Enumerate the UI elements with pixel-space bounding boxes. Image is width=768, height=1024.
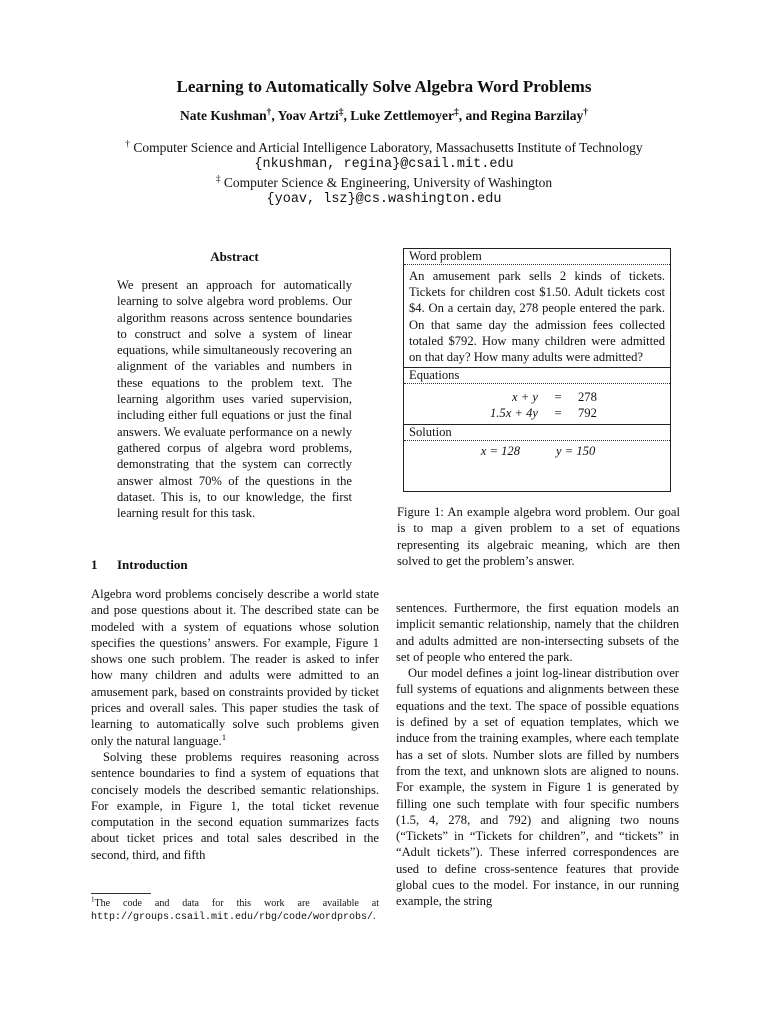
word-problem-label: Word problem — [404, 249, 670, 265]
affiliation-mark: ‡ — [338, 107, 344, 118]
body-paragraph — [91, 586, 379, 749]
equation-row — [404, 389, 670, 405]
affiliation-mit — [0, 140, 768, 156]
author-name: Nate Kushman — [179, 108, 267, 123]
left-column-body — [91, 586, 379, 863]
author-list: Nate Kushman†, Yoav Artzi‡, Luke Zettlemoyer‡, and Regina Barzilay† — [179, 107, 589, 123]
equations-label: Equations — [404, 367, 670, 384]
equations-table — [404, 389, 670, 421]
solution-x: x = 128 — [480, 444, 520, 459]
affiliation-mark: ‡ — [454, 107, 459, 118]
author-name: Yoav Artzi — [277, 108, 339, 123]
equation-row — [404, 405, 670, 421]
author-conjunction: and — [465, 108, 488, 123]
body-paragraph — [396, 665, 679, 909]
affiliation-text: Computer Science & Engineering, University of Washington — [223, 175, 553, 190]
equation-operator: = — [554, 390, 562, 405]
section-title: Introduction — [117, 557, 188, 572]
paper-title: Learning to Automatically Solve Algebra Word Problems — [176, 77, 592, 96]
equation-lhs: 1.5x + 4y — [489, 406, 538, 421]
abstract-heading: Abstract — [210, 249, 259, 264]
footnote-rule — [91, 893, 151, 894]
footnote-text: The code and data for this work are available at — [94, 898, 379, 909]
affiliation-uw — [0, 175, 768, 191]
footnote-mark: 1 — [221, 731, 227, 742]
example-numbers: 1.5, 4, 278, — [400, 812, 471, 827]
equation-lhs: x + y — [512, 390, 538, 405]
footnote — [91, 897, 379, 924]
affiliation-mark: † — [266, 107, 272, 118]
abstract-text: We present an approach for automatically learning to solve algebra word problems. Our algorithm reasons across sentence boundaries to construct and solve a system of linear equations, while simultaneously recovering an alignment of the variables and numbers in these equations to the problem text. The learning algorithm uses varied supervision, including either full equations or just the final answers. We evaluate performance on a newly gathered corpus of algebra word problems, demonstrating that the system can correctly answer almost 70% of the questions in the dataset. This is, to our knowledge, the first learning result for this task. — [117, 278, 352, 521]
author-name: Regina Barzilay — [490, 108, 584, 123]
equation-operator: = — [554, 406, 562, 421]
affiliation-mark: † — [125, 139, 131, 150]
affiliation-email: {yoav, lsz}@cs.washington.edu — [266, 192, 502, 207]
example-number: 792 — [508, 812, 528, 827]
equation-rhs: 792 — [578, 406, 597, 421]
figure-1-box — [403, 248, 671, 492]
author-name: Luke Zettlemoyer — [350, 108, 455, 123]
figure-caption: Figure 1: An example algebra word problem. Our goal is to map a given problem to a set of equations representing its algebraic meaning, which are then solved to get the problem’s answer. — [397, 505, 680, 568]
equation-rhs: 278 — [578, 390, 597, 405]
body-text: Our model defines a joint log-linear distribution over full systems of equations and alignments between these equations and the text. The space of possible equations is defined by a set of equation templates, which we induce from the training examples, where each template has a set of slots. Number slots are filled by numbers from the text, and unknown slots are aligned to nouns. For example, the system in Figure 1 is generated by filling one such template with four specific numbers ( — [396, 666, 679, 827]
body-text: ) and aligning two nouns (“Tickets” in “Tickets for children”, and “tickets” in “Adult tickets”). These inferred correspondences are used to define cross-sentence features that provide global cues to the model. For instance, in our running example, the string — [396, 812, 679, 909]
affiliation-email: {nkushman, regina}@csail.mit.edu — [254, 157, 514, 172]
solution-y: y = 150 — [556, 444, 596, 459]
footnote-mark: 1 — [91, 895, 95, 904]
solution-label: Solution — [404, 424, 670, 441]
body-text: Algebra word problems concisely describe a world state and pose questions about it. The described state can be modeled with a system of equations whose solution specifies the questions’ answers. For example, Figure 1 shows one such problem. The reader is asked to infer how many children and adults were admitted to an amusement park, based on constraints provided by ticket prices and overall sales. This paper studies the task of learning to automatically solve such problems given only the natural language. — [91, 587, 379, 748]
footnote-end: . — [373, 911, 376, 922]
section-heading — [91, 557, 188, 573]
word-problem-text: An amusement park sells 2 kinds of tickets. Tickets for children cost $1.50. Adult tickets cost $4. On a certain day, 278 people entered the park. On that same day the admission fees collected totaled $792. How many children were admitted on that day? How many adults were admitted? — [409, 269, 665, 365]
right-column-body — [396, 600, 679, 910]
affiliation-mark: ‡ — [215, 174, 221, 185]
affiliation-mark: † — [583, 107, 589, 118]
footnote-link[interactable]: http://groups.csail.mit.edu/rbg/code/wordprobs/ — [91, 912, 374, 923]
solution-row — [404, 441, 670, 459]
body-paragraph: sentences. Furthermore, the first equation models an implicit semantic relationship, namely that the children and adults admitted are non-intersecting subsets of the set of people who entered the park. — [396, 601, 679, 664]
section-number: 1 — [91, 557, 98, 572]
body-paragraph: Solving these problems requires reasoning across sentence boundaries to find a system of equations that concisely models the described semantic relationships. For example, in Figure 1, the total ticket revenue computation in the second equation summarizes facts about ticket prices and total sales described in the second, third, and fifth — [91, 749, 379, 862]
body-text: and — [480, 812, 499, 827]
affiliation-text: Computer Science and Articial Intelligence Laboratory, Massachusetts Institute of Technology — [133, 140, 643, 155]
